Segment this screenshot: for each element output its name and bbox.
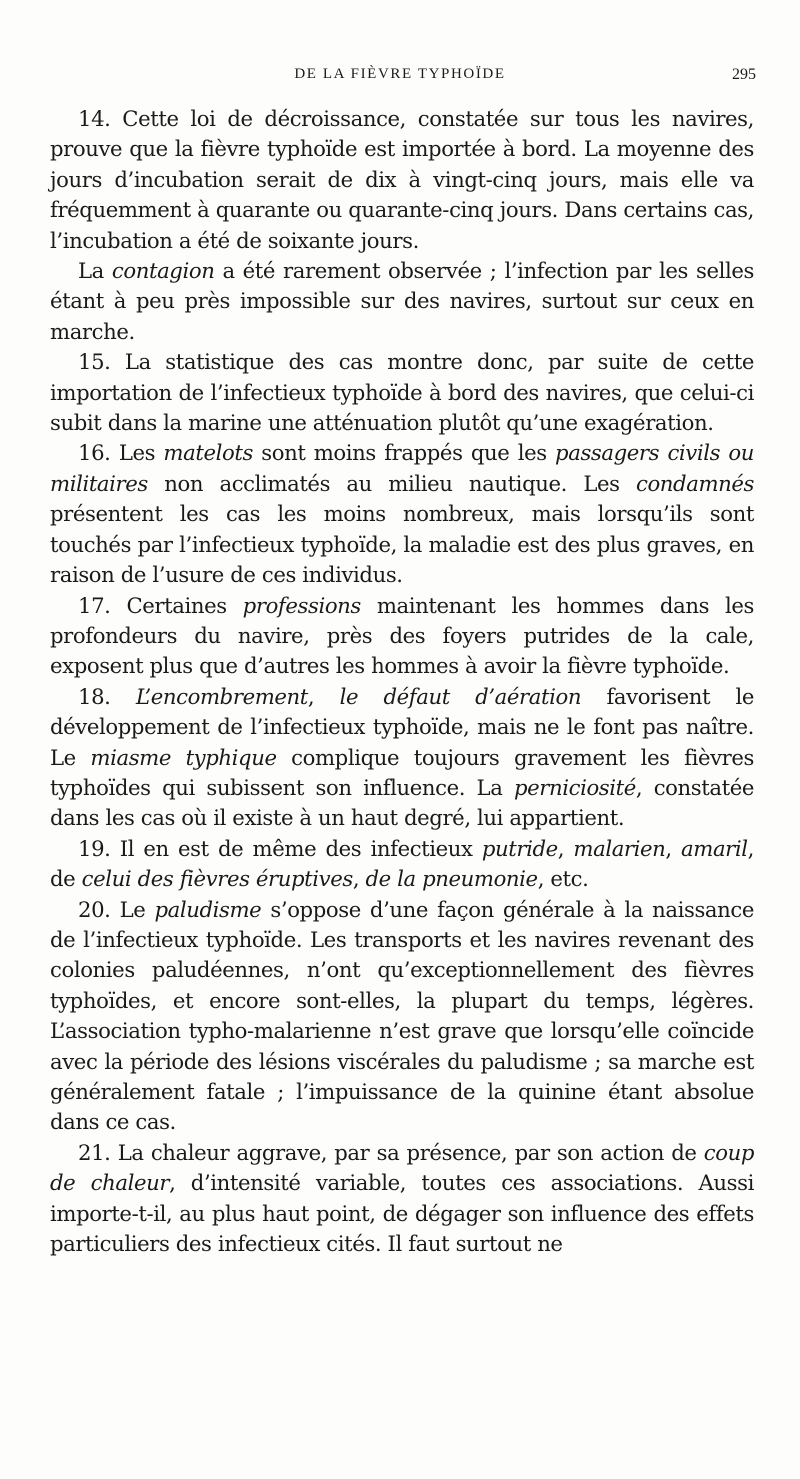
italic-term: perniciosité [513,774,636,800]
paragraph [50,1138,754,1260]
italic-term: condamnés [635,470,754,496]
italic-term: amaril [681,835,748,861]
text-run: , d’intensité variable, toutes ces associations. Aussi importe-t-il, au plus haut point, de dégager son influence des effets particuliers des infectieux cités. Il faut surtout ne [50,1170,754,1257]
text-run: Il en est de même des infectieux [110,835,482,861]
text-run: , [665,835,682,861]
paragraph-number: 21. [78,1139,111,1165]
italic-term: de la pneumonie [365,866,538,892]
text-run: , [307,683,340,709]
text-run: Certaines [110,592,243,618]
page-header [0,66,800,92]
italic-term: paludisme [154,896,262,922]
text-run: non acclimatés au milieu nautique. Les [147,470,636,496]
page-number: 295 [732,66,756,83]
paragraph [50,895,754,1138]
paragraph [50,256,754,347]
text-run: , constatée dans les cas où il existe à un haut degré, lui appartient. [50,774,754,831]
italic-term: professions [242,592,361,618]
paragraph [50,591,754,682]
text-run: La statistique des cas montre donc, par suite de cette importation de l’infectieux typhoïde à bord des navires, que celui-ci subit dans la marine une atténuation plutôt qu’une exagération. [50,349,754,436]
text-run: complique toujours gravement les fièvres typhoïdes qui subissent son influence. La [50,744,755,800]
italic-term: L’encombrement [135,683,308,709]
text-run: , etc. [537,866,589,892]
italic-term: miasme typhique [90,744,277,770]
italic-term: contagion [111,258,215,284]
paragraph [50,438,754,590]
paragraph-number: 20. [78,896,111,922]
paragraph-number: 16. [78,440,111,466]
italic-term: matelots [163,440,253,466]
paragraph [50,104,754,256]
text-run: présentent les cas les moins nombreux, mais lorsqu’ils sont touchés par l’infectieux typhoïde, la maladie est des plus graves, en raison de l’usure de ces individus. [50,501,754,588]
paragraph-number: 19. [78,835,111,861]
paragraph-number: 17. [78,592,111,618]
text-run: , [557,835,574,861]
paragraph-number: 15. [78,349,111,375]
italic-term: malarien [573,835,666,861]
text-run: La chaleur aggrave, par sa présence, par son action de [110,1139,704,1165]
italic-term: le défaut d’aération [339,683,582,709]
paragraph [50,834,754,895]
text-run: Le [110,896,155,922]
text-run: maintenant les hommes dans les profondeurs du navire, près des foyers putrides de la cale, exposent plus que d’autres les hommes à avoir la fièvre typhoïde. [50,592,754,679]
paragraph [50,682,754,834]
text-run [111,684,136,709]
paragraph-number: 18. [78,683,111,709]
body-text [50,104,754,1259]
italic-term: celui des fièvres éruptives [81,866,353,892]
italic-term: coup de chaleur [50,1139,754,1196]
text-run: s’oppose d’une façon générale à la naissance de l’infectieux typhoïde. Les transports et les navires revenant des colonies paludéennes, n’ont qu’exceptionnellement des fièvres typhoïdes, et encore sont-elles, la plupart du temps, légères. L’association typho-malarienne n’est grave que lorsqu’elle coïncide avec la période des lésions viscérales du paludisme ; sa marche est généralement fatale ; l’impuissance de la quinine étant absolue dans ce cas. [50,896,754,1135]
text-run: Les [110,440,164,466]
text-run: , [352,866,366,892]
text-run: Cette loi de décroissance, constatée sur tous les navires, prouve que la fièvre typhoïde est importée à bord. La moyenne des jours d’incubation serait de dix à vingt-cinq jours, mais elle va fréquemment à quarante ou quarante-cinq jours. Dans certains cas, l’incubation a été de soixante jours. [50,106,754,253]
running-title: DE LA FIÈVRE TYPHOÏDE [294,66,506,82]
italic-term: passagers civils ou militaires [50,440,754,496]
paragraph-number: 14. [78,106,111,131]
paragraph [50,347,754,438]
text-run: a été rarement observée ; l’infection par les selles étant à peu près impossible sur des navires, surtout sur ceux en marche. [50,258,754,344]
italic-term: putride [481,835,558,861]
text-run: favorisent le développement de l’infectieux typhoïde, mais ne le font pas naître. Le [50,683,754,770]
text-run: , de [50,835,754,892]
text-run: sont moins frappés que les [252,440,556,466]
text-run: La [78,258,112,284]
